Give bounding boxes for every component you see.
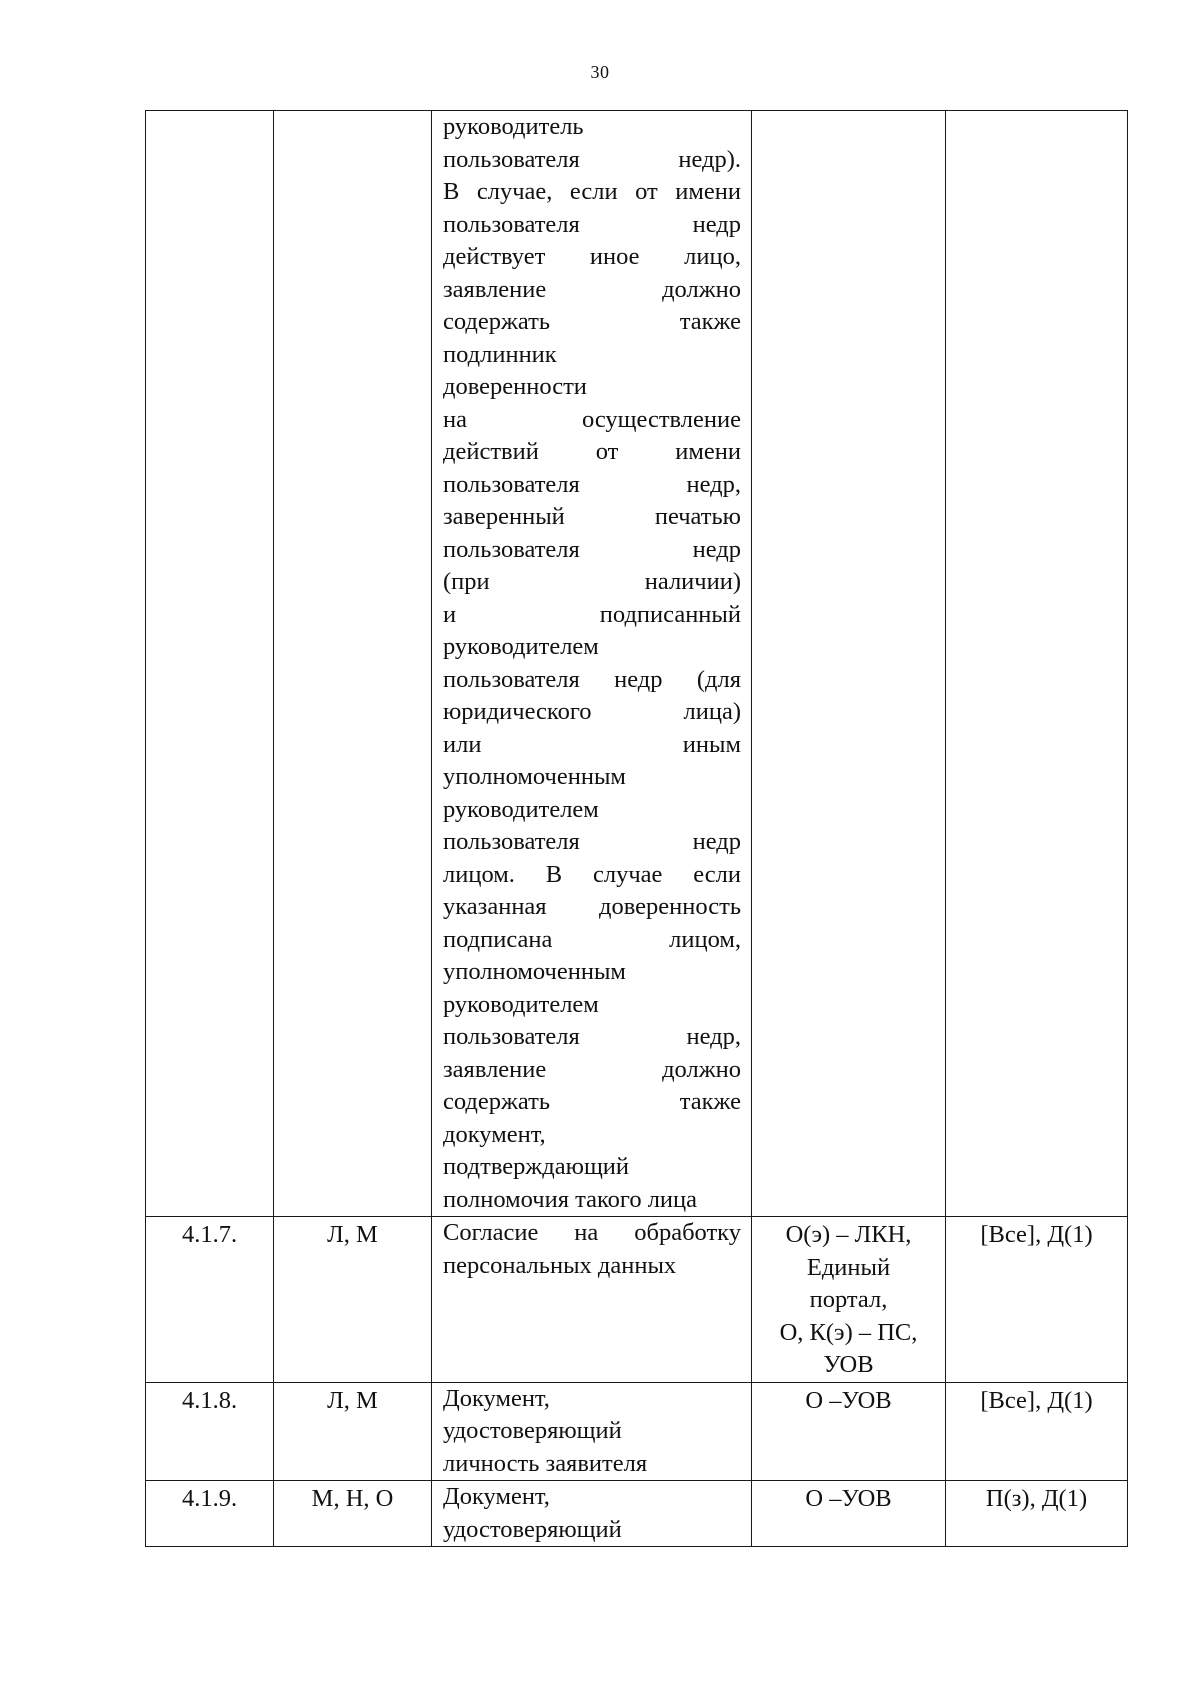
row-form (752, 1217, 946, 1383)
continuation-line: пользователя недр (для (443, 665, 741, 693)
continuation-line: доверенности (443, 373, 587, 400)
continuation-line: руководитель (443, 113, 584, 140)
row-categories: Л, М (274, 1382, 432, 1481)
page-number: 30 (590, 62, 610, 82)
form-line: УОВ (823, 1351, 874, 1378)
cell-rule-empty (946, 111, 1128, 1217)
continuation-line: руководителем (443, 990, 599, 1018)
row-number: 4.1.9. (146, 1481, 274, 1547)
continuation-line: полномочия такого лица (443, 1185, 698, 1213)
continuation-text (443, 111, 741, 1216)
continuation-line: документ, (443, 1120, 546, 1148)
continuation-line: уполномоченным (443, 958, 626, 985)
continuation-line: уполномоченным (443, 763, 626, 790)
description-line: удостоверяющий (443, 1515, 622, 1543)
row-rule: П(з), Д(1) (946, 1481, 1128, 1547)
continuation-line: на осуществление (443, 405, 741, 433)
form-line: Единый (806, 1253, 891, 1281)
form-line: О –УОВ (805, 1485, 892, 1512)
table-row (146, 1382, 1128, 1481)
description-line: личность заявителя (443, 1449, 648, 1477)
row-number: 4.1.8. (146, 1382, 274, 1481)
form-line: О, К(э) – ПС, (779, 1318, 918, 1346)
row-description (432, 1217, 752, 1383)
description-line: Согласие на обработку (443, 1219, 741, 1246)
continuation-line: руководителем (443, 795, 599, 823)
row-rule: [Все], Д(1) (946, 1217, 1128, 1383)
row-form (752, 1382, 946, 1481)
continuation-line: пользователя недр, (443, 1023, 741, 1050)
continuation-line: заверенный печатью (443, 503, 741, 530)
table-row (146, 1217, 1128, 1383)
row-number: 4.1.7. (146, 1217, 274, 1383)
continuation-line: действует иное лицо, (443, 243, 741, 270)
continuation-line: заявление должно (443, 275, 741, 303)
continuation-line: подтверждающий (443, 1153, 630, 1180)
continuation-line: лицом. В случае если (443, 860, 741, 888)
cell-number-empty (146, 111, 274, 1217)
form-line: портал, (809, 1286, 888, 1313)
continuation-line: подписана лицом, (443, 925, 741, 953)
description-line: Документ, (443, 1483, 550, 1510)
cell-categories-empty (274, 111, 432, 1217)
cell-continuation-text (432, 111, 752, 1217)
continuation-line: пользователя недр (443, 535, 741, 563)
continuation-line: В случае, если от имени (443, 178, 741, 205)
continuation-line: подлинник (443, 340, 557, 368)
row-categories: Л, М (274, 1217, 432, 1383)
table-row (146, 1481, 1128, 1547)
row-description (432, 1481, 752, 1547)
row-categories: М, Н, О (274, 1481, 432, 1547)
continuation-line: пользователя недр, (443, 470, 741, 498)
continuation-line: (при наличии) (443, 568, 741, 595)
continuation-line: содержать также (443, 1088, 741, 1115)
row-form (752, 1481, 946, 1547)
description-line: Документ, (443, 1384, 550, 1412)
table-row-continuation (146, 111, 1128, 1217)
continuation-line: и подписанный (443, 600, 741, 628)
continuation-line: заявление должно (443, 1055, 741, 1083)
continuation-line: указанная доверенность (443, 893, 741, 920)
continuation-line: пользователя недр). (443, 145, 741, 173)
continuation-line: действий от имени (443, 438, 741, 465)
cell-form-empty (752, 111, 946, 1217)
form-line: О –УОВ (805, 1386, 892, 1414)
requirements-table (145, 110, 1128, 1547)
row-rule: [Все], Д(1) (946, 1382, 1128, 1481)
continuation-line: или иным (443, 730, 741, 758)
row-description (432, 1382, 752, 1481)
continuation-line: содержать также (443, 308, 741, 335)
description-line: удостоверяющий (443, 1417, 622, 1444)
description-line: персональных данных (443, 1251, 677, 1279)
continuation-line: пользователя недр (443, 210, 741, 238)
continuation-line: пользователя недр (443, 828, 741, 855)
continuation-line: руководителем (443, 633, 599, 660)
form-line: О(э) – ЛКН, (785, 1221, 912, 1248)
continuation-line: юридического лица) (443, 698, 741, 725)
